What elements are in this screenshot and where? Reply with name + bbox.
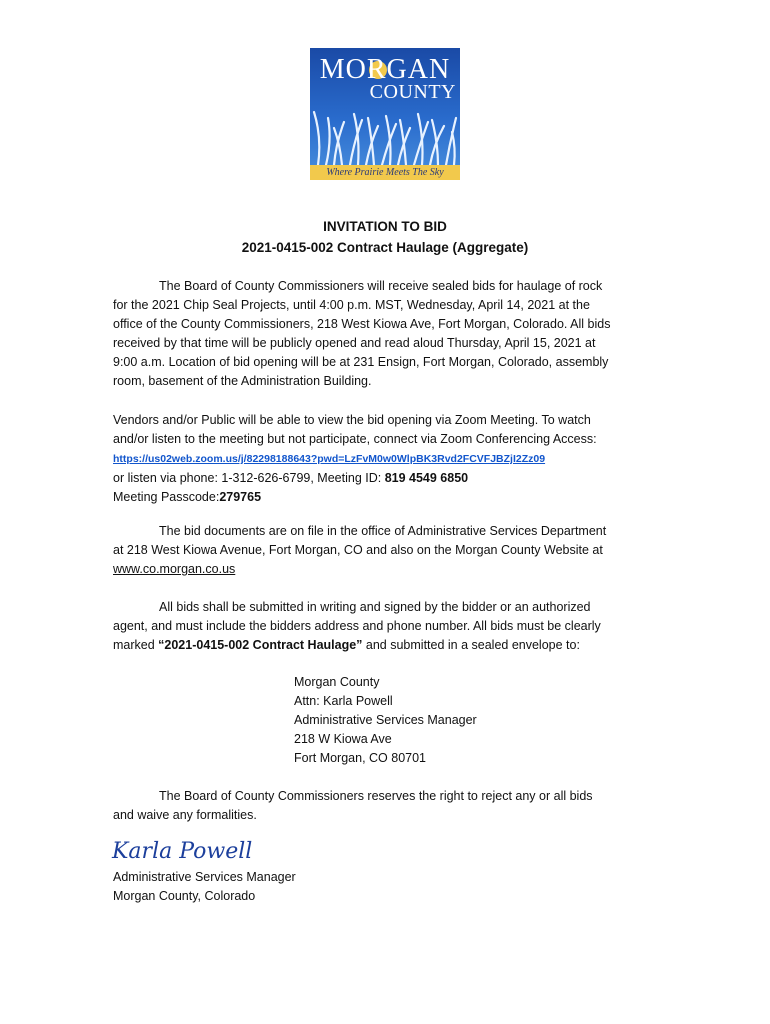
county-website-link[interactable]: www.co.morgan.co.us [113, 562, 236, 576]
paragraph-submission [113, 598, 658, 655]
passcode-label: Meeting Passcode: [113, 490, 220, 504]
text-line: agent, and must include the bidders address and phone number. All bids must be clearly [113, 619, 601, 633]
text-line: for the 2021 Chip Seal Projects, until 4:00 p.m. MST, Wednesday, April 14, 2021 at the [113, 298, 590, 312]
text-line: All bids shall be submitted in writing and signed by the bidder or an authorized [159, 600, 591, 614]
text-line: room, basement of the Administration Building. [113, 374, 372, 388]
text-line: received by that time will be publicly opened and read aloud Thursday, April 15, 2021 at [113, 336, 596, 350]
zoom-meeting-link[interactable]: https://us02web.zoom.us/j/82298188643?pwd=LzFvM0w0WlpBK3Rvd2FCVFJBZjI2Zz09 [113, 453, 546, 465]
paragraph-bid-documents [113, 522, 658, 579]
address-line: 218 W Kiowa Ave [294, 732, 392, 746]
meeting-passcode: 279765 [219, 490, 262, 504]
logo-name-line2: COUNTY [369, 81, 456, 103]
text-line: Vendors and/or Public will be able to view the bid opening via Zoom Meeting. To watch [113, 413, 591, 427]
paragraph-reservation [113, 787, 658, 825]
text-line: The Board of County Commissioners reserves the right to reject any or all bids [159, 789, 593, 803]
address-line: Attn: Karla Powell [294, 694, 393, 708]
text-line: The bid documents are on file in the office of Administrative Services Department [159, 524, 607, 538]
paragraph-bid-notice [113, 277, 658, 391]
signer-organization: Morgan County, Colorado [113, 889, 256, 903]
signer-title: Administrative Services Manager [113, 870, 296, 884]
text-line: 9:00 a.m. Location of bid opening will be at 231 Ensign, Fort Morgan, Colorado, assembly [113, 355, 609, 369]
text-line: and/or listen to the meeting but not participate, connect via Zoom Conferencing Access: [113, 432, 597, 446]
text-line: at 218 West Kiowa Avenue, Fort Morgan, CO and also on the Morgan County Website at [113, 543, 603, 557]
document-title: INVITATION TO BID [323, 219, 447, 234]
address-line: Fort Morgan, CO 80701 [294, 751, 427, 765]
text-line: and submitted in a sealed envelope to: [362, 638, 580, 652]
logo-tagline: Where Prairie Meets The Sky [310, 165, 460, 180]
mailing-address [294, 673, 477, 768]
morgan-county-logo [310, 48, 460, 180]
text-line: marked [113, 638, 159, 652]
document-subtitle: 2021-0415-002 Contract Haulage (Aggregate) [241, 240, 529, 255]
marked-contract-name: “2021-0415-002 Contract Haulage” [158, 638, 363, 652]
logo-name-line1: MORGAN [319, 54, 451, 85]
address-line: Morgan County [294, 675, 380, 689]
text-line: and waive any formalities. [113, 808, 257, 822]
phone-text: or listen via phone: 1-312-626-6799, Meeting ID: [113, 471, 385, 485]
handwritten-signature: Karla Powell [112, 839, 253, 864]
text-line: The Board of County Commissioners will receive sealed bids for haulage of rock [159, 279, 603, 293]
address-line: Administrative Services Manager [294, 713, 477, 727]
text-line: office of the County Commissioners, 218 West Kiowa Ave, Fort Morgan, Colorado. All bids [113, 317, 611, 331]
paragraph-zoom-access [113, 411, 658, 507]
signature-block [113, 868, 658, 906]
meeting-id: 819 4549 6850 [384, 471, 469, 485]
